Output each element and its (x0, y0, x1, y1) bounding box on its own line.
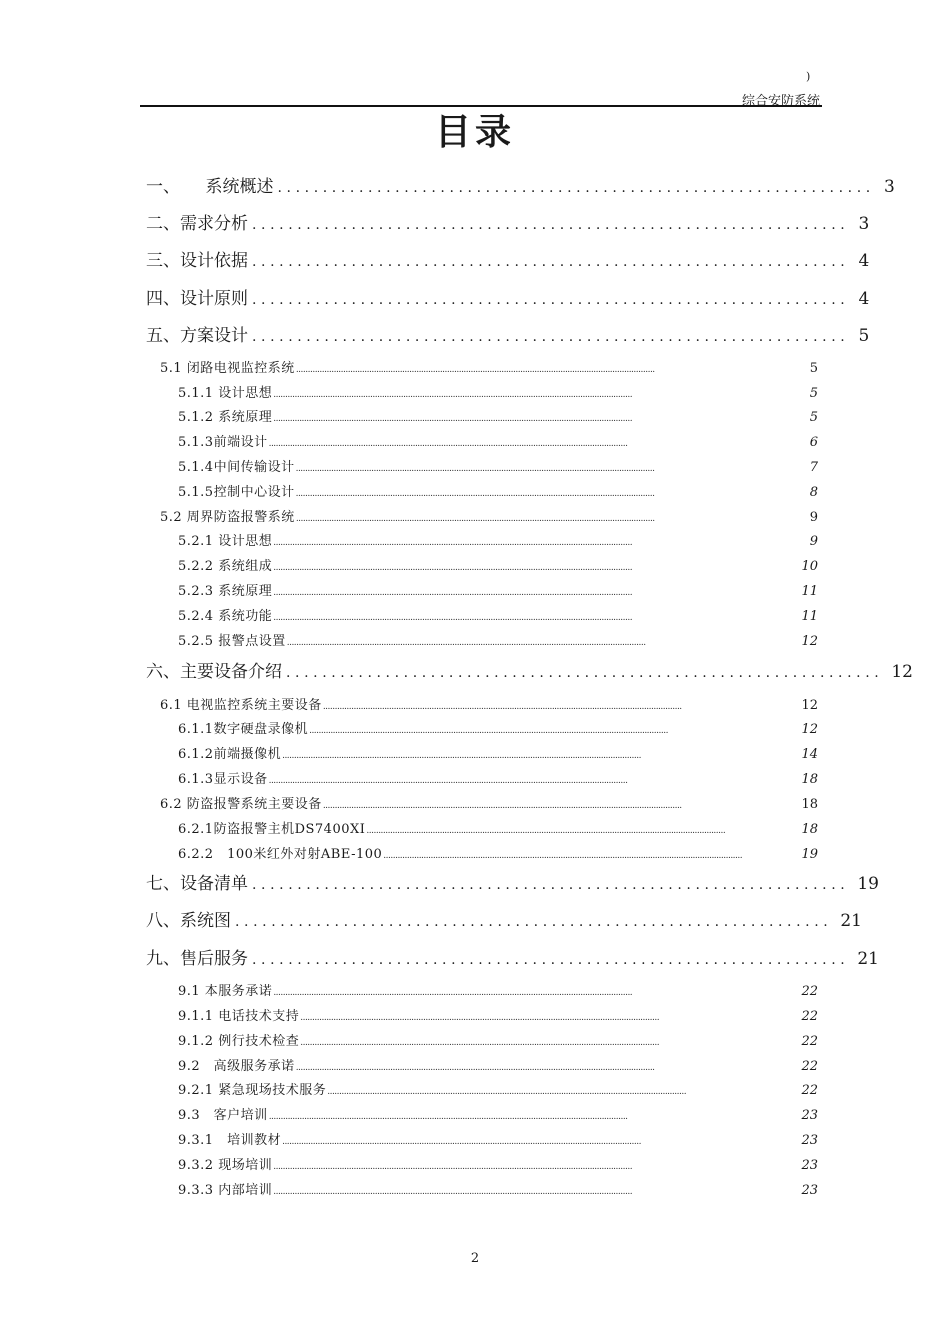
toc-entry[interactable] (178, 743, 818, 761)
toc-entry[interactable] (178, 1079, 818, 1097)
toc-entry-label: 七、设备清单 (146, 874, 248, 894)
toc-entry-page: 22 (801, 1083, 818, 1098)
toc-entry-page: 3 (883, 177, 895, 197)
toc-entry[interactable] (178, 605, 818, 623)
toc-leader-dots: .................................................................. (252, 952, 850, 968)
toc-entry[interactable] (178, 1129, 818, 1147)
toc-entry-label: 6.2 防盗报警系统主要设备 (160, 797, 322, 812)
toc-entry-page: 12 (801, 698, 818, 713)
toc-entry[interactable] (178, 1055, 818, 1073)
toc-entry-label: 5.1.4中间传输设计 (178, 460, 295, 475)
toc-entry-page: 4 (858, 289, 870, 309)
toc-entry[interactable] (146, 657, 913, 682)
toc-entry-label: 6.1.3显示设备 (178, 772, 268, 787)
toc-entry[interactable] (178, 431, 818, 449)
toc-entry-label: 6.1.1数字硬盘录像机 (178, 722, 309, 737)
toc-entry-page: 9 (809, 534, 818, 549)
toc-entry-label: 5.2.4 系统功能 (178, 609, 273, 624)
toc-entry-label: 9.3 客户培训 (178, 1108, 268, 1123)
toc-leader-dots: ........................................................................................................................................................ (383, 851, 743, 861)
toc-leader-dots: .................................................................. (252, 217, 850, 233)
toc-entry-label: 三、设计依据 (146, 251, 248, 271)
toc-entry-page: 6 (809, 435, 818, 450)
toc-entry-page: 23 (801, 1158, 818, 1173)
toc-entry[interactable] (178, 843, 818, 861)
toc-leader-dots: ........................................................................................................................................................ (300, 1038, 660, 1048)
toc-entry-page: 23 (801, 1108, 818, 1123)
toc-entry-page: 21 (857, 949, 879, 969)
toc-entry-label: 5.2.5 报警点设置 (178, 634, 286, 649)
toc-leader-dots: ........................................................................................................................................................ (273, 538, 633, 548)
toc-entry[interactable] (178, 630, 818, 648)
toc-entry[interactable] (178, 530, 818, 548)
toc-entry-page: 19 (801, 847, 818, 862)
toc-entry-page: 23 (801, 1133, 818, 1148)
toc-entry[interactable] (178, 1030, 818, 1048)
toc-entry[interactable] (178, 406, 818, 424)
toc-entry-label: 九、售后服务 (146, 949, 248, 969)
toc-leader-dots: .................................................................. (252, 329, 850, 345)
toc-entry-label: 一、 系统概述 (146, 177, 274, 197)
toc-entry-page: 7 (809, 460, 818, 475)
toc-entry-label: 9.1.1 电话技术支持 (178, 1009, 300, 1024)
toc-entry-label: 9.3.3 内部培训 (178, 1183, 273, 1198)
toc-leader-dots: ........................................................................................................................................................ (327, 1087, 687, 1097)
toc-entry[interactable] (160, 506, 818, 524)
toc-leader-dots: .................................................................. (252, 877, 850, 893)
toc-entry-page: 22 (801, 1034, 818, 1049)
toc-entry-label: 五、方案设计 (146, 326, 248, 346)
toc-leader-dots: ........................................................................................................................................................ (273, 390, 633, 400)
toc-entry-label: 5.1.2 系统原理 (178, 410, 273, 425)
toc-entry-page: 18 (801, 797, 818, 812)
toc-entry[interactable] (146, 906, 862, 931)
toc-entry-label: 5.1.1 设计思想 (178, 386, 273, 401)
toc-entry-label: 5.2 周界防盗报警系统 (160, 510, 295, 525)
header-doc-name: 综合安防系统 (741, 94, 820, 109)
toc-entry-page: 14 (801, 747, 818, 762)
toc-entry-page: 9 (809, 510, 818, 525)
toc-entry-page: 22 (801, 984, 818, 999)
toc-entry[interactable] (160, 357, 818, 375)
toc-entry[interactable] (178, 1179, 818, 1197)
toc-entry-label: 四、设计原则 (146, 289, 248, 309)
toc-leader-dots: ........................................................................................................................................................ (273, 988, 633, 998)
page-title: 目录 (434, 112, 515, 153)
toc-entry-label: 9.3.2 现场培训 (178, 1158, 273, 1173)
toc-leader-dots: .................................................................. (235, 914, 833, 930)
toc-leader-dots: ........................................................................................................................................................ (286, 638, 646, 648)
toc-leader-dots: ........................................................................................................................................................ (268, 776, 628, 786)
toc-entry-page: 5 (809, 386, 818, 401)
toc-leader-dots: .................................................................. (252, 254, 850, 270)
toc-leader-dots: ........................................................................................................................................................ (300, 1013, 660, 1023)
toc-entry[interactable] (178, 1104, 818, 1122)
toc-entry[interactable] (146, 172, 895, 197)
toc-leader-dots: ........................................................................................................................................................ (273, 1162, 633, 1172)
toc-entry-label: 八、系统图 (146, 911, 231, 931)
toc-entry[interactable] (160, 694, 818, 712)
toc-entry-label: 6.2.1防盗报警主机DS7400XI (178, 822, 366, 837)
toc-entry-label: 9.1 本服务承诺 (178, 984, 273, 999)
toc-leader-dots: ........................................................................................................................................................ (295, 1063, 655, 1073)
toc-entry-label: 5.2.3 系统原理 (178, 584, 273, 599)
toc-entry-page: 3 (858, 214, 870, 234)
header-paren: ) (806, 70, 811, 83)
toc-entry-page: 8 (809, 485, 818, 500)
toc-leader-dots: .................................................................. (286, 665, 884, 681)
toc-entry-label: 六、主要设备介绍 (146, 662, 282, 682)
toc-leader-dots: ........................................................................................................................................................ (273, 1187, 633, 1197)
toc-entry-page: 12 (891, 662, 913, 682)
toc-entry[interactable] (178, 980, 818, 998)
toc-entry-label: 5.2.2 系统组成 (178, 559, 273, 574)
toc-entry-label: 9.2.1 紧急现场技术服务 (178, 1083, 327, 1098)
toc-leader-dots: ........................................................................................................................................................ (295, 514, 655, 524)
page-number: 2 (470, 1251, 480, 1266)
toc-entry-page: 23 (801, 1183, 818, 1198)
toc-entry-page: 19 (857, 874, 879, 894)
toc-leader-dots: ........................................................................................................................................................ (268, 439, 628, 449)
toc-entry[interactable] (178, 456, 818, 474)
toc-entry[interactable] (146, 209, 870, 234)
toc-entry[interactable] (160, 793, 818, 811)
toc-entry-page: 21 (840, 911, 862, 931)
toc-entry-page: 4 (858, 251, 870, 271)
toc-entry-label: 二、需求分析 (146, 214, 248, 234)
toc-entry-page: 11 (801, 609, 818, 624)
toc-entry-label: 6.1.2前端摄像机 (178, 747, 282, 762)
toc-entry-page: 12 (801, 722, 818, 737)
toc-entry-label: 5.2.1 设计思想 (178, 534, 273, 549)
toc-leader-dots: .................................................................. (252, 292, 850, 308)
toc-leader-dots: ........................................................................................................................................................ (322, 801, 682, 811)
toc-entry[interactable] (178, 580, 818, 598)
toc-entry-page: 11 (801, 584, 818, 599)
toc-entry[interactable] (146, 284, 870, 309)
toc-entry[interactable] (178, 382, 818, 400)
toc-entry-label: 9.3.1 培训教材 (178, 1133, 282, 1148)
toc-entry-page: 5 (858, 326, 870, 346)
toc-entry[interactable] (178, 718, 818, 736)
toc-entry[interactable] (178, 768, 818, 786)
toc-leader-dots: ........................................................................................................................................................ (295, 365, 655, 375)
toc-entry[interactable] (178, 555, 818, 573)
toc-entry[interactable] (178, 818, 818, 836)
toc-leader-dots: ........................................................................................................................................................ (295, 464, 655, 474)
toc-entry[interactable] (146, 321, 870, 346)
toc-leader-dots: ........................................................................................................................................................ (273, 563, 633, 573)
toc-leader-dots: ........................................................................................................................................................ (268, 1112, 628, 1122)
toc-entry[interactable] (146, 869, 879, 894)
toc-entry-label: 5.1.5控制中心设计 (178, 485, 295, 500)
toc-leader-dots: ........................................................................................................................................................ (366, 826, 726, 836)
toc-leader-dots: ........................................................................................................................................................ (295, 489, 655, 499)
toc-entry-label: 5.1.3前端设计 (178, 435, 268, 450)
toc-entry[interactable] (178, 481, 818, 499)
toc-entry-label: 9.1.2 例行技术检查 (178, 1034, 300, 1049)
toc-entry-page: 12 (801, 634, 818, 649)
toc-entry-label: 9.2 高级服务承诺 (178, 1059, 295, 1074)
toc-entry-page: 18 (801, 772, 818, 787)
toc-leader-dots: ........................................................................................................................................................ (273, 588, 633, 598)
toc-entry[interactable] (178, 1154, 818, 1172)
toc-leader-dots: .................................................................. (277, 180, 875, 196)
toc-entry-label: 6.2.2 100米红外对射ABE-100 (178, 847, 383, 862)
toc-leader-dots: ........................................................................................................................................................ (273, 414, 633, 424)
toc-entry-page: 10 (801, 559, 818, 574)
toc-leader-dots: ........................................................................................................................................................ (322, 702, 682, 712)
toc-leader-dots: ........................................................................................................................................................ (282, 1137, 641, 1147)
toc-entry-label: 6.1 电视监控系统主要设备 (160, 698, 322, 713)
toc-entry[interactable] (146, 944, 879, 969)
toc-entry[interactable] (146, 246, 870, 271)
toc-entry-label: 5.1 闭路电视监控系统 (160, 361, 295, 376)
toc-entry-page: 18 (801, 822, 818, 837)
toc-entry[interactable] (178, 1005, 818, 1023)
toc-entry-page: 5 (809, 410, 818, 425)
toc-leader-dots: ........................................................................................................................................................ (273, 613, 633, 623)
toc-entry-page: 22 (801, 1059, 818, 1074)
toc-entry-page: 5 (809, 361, 818, 376)
toc-entry-page: 22 (801, 1009, 818, 1024)
toc-leader-dots: ........................................................................................................................................................ (282, 751, 641, 761)
toc-leader-dots: ........................................................................................................................................................ (309, 726, 668, 736)
